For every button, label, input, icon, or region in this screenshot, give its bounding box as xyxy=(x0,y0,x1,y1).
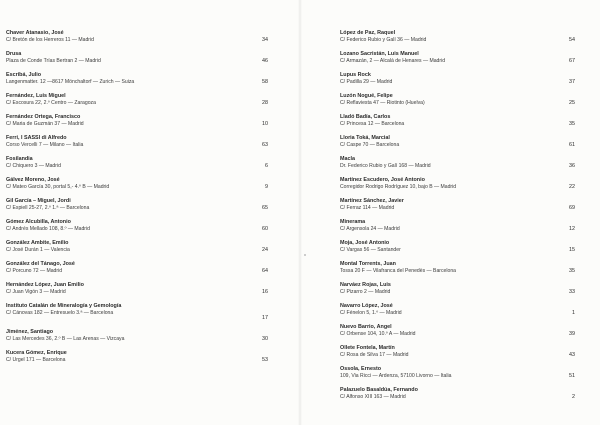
entry-reference-number: 65 xyxy=(262,205,268,211)
entry-name: Kucera Gómez, Enrique xyxy=(6,350,67,356)
entry-reference-number: 54 xyxy=(569,37,575,43)
entry-reference-number: 67 xyxy=(569,58,575,64)
directory-entry xyxy=(340,72,600,93)
directory-entry xyxy=(6,198,268,219)
entry-address: C/ Alfonso XIII 163 — Madrid xyxy=(340,394,406,400)
entry-name: Ollete Fontela, Martín xyxy=(340,345,395,351)
entry-name: Nuevo Barrio, Angel xyxy=(340,324,392,330)
entry-reference-number: 35 xyxy=(569,268,575,274)
entry-address: C/ Las Mercedes 36, 2.º B — Las Arenas — Vizcaya xyxy=(6,336,125,342)
entry-address: Corso Vercelli 7 — Milano — Italia xyxy=(6,142,84,148)
entry-name: Fosilandia xyxy=(6,156,33,162)
entry-name: Lladó Badía, Carlos xyxy=(340,114,391,120)
entry-address: C/ Ferraz 114 — Madrid xyxy=(340,205,395,211)
entry-address: C/ Vargas 56 — Santander xyxy=(340,247,401,253)
directory-entry xyxy=(6,156,268,177)
entry-name: Lupus Rock xyxy=(340,72,371,78)
entry-reference-number: 53 xyxy=(262,357,268,363)
directory-entry xyxy=(340,30,600,51)
entry-name: Fernández, Luis Miguel xyxy=(6,93,66,99)
entry-reference-number: 6 xyxy=(265,163,268,169)
entry-reference-number: 24 xyxy=(262,247,268,253)
entry-address: C/ Armazán, 2 — Alcalá de Henares — Madrid xyxy=(340,58,446,64)
entry-reference-number: 9 xyxy=(265,184,268,190)
entry-reference-number: 33 xyxy=(569,289,575,295)
directory-entry xyxy=(6,114,268,135)
entry-reference-number: 30 xyxy=(262,336,268,342)
entry-address: Corregidor Rodrigo Rodríguez 10, bajo B — Madrid xyxy=(340,184,457,190)
entry-name: Drusa xyxy=(6,51,22,57)
directory-entry xyxy=(340,156,600,177)
left-directory-list xyxy=(6,30,268,371)
entry-address: C/ Chiquero 3 — Madrid xyxy=(6,163,61,169)
entry-address: C/ José Durán 1 — Valencia xyxy=(6,247,70,253)
entry-name: Martínez Escudero, José Antonio xyxy=(340,177,425,183)
entry-reference-number: 58 xyxy=(262,79,268,85)
entry-name: Macla xyxy=(340,156,355,162)
directory-entry xyxy=(340,114,600,135)
directory-entry xyxy=(6,303,268,329)
directory-entry xyxy=(6,329,268,350)
entry-name: Fernández Ortega, Francisco xyxy=(6,114,81,120)
entry-name: Luzón Nogué, Felipe xyxy=(340,93,393,99)
entry-reference-number: 10 xyxy=(262,121,268,127)
entry-reference-number: 17 xyxy=(262,315,268,321)
entry-address: C/ Mateo García 30, portal 5,- 4.º B — Madrid xyxy=(6,184,110,190)
entry-name: Gálvez Moreno, José xyxy=(6,177,60,183)
entry-reference-number: 64 xyxy=(262,268,268,274)
entry-address: C/ Urgel 171 — Barcelona xyxy=(6,357,66,363)
entry-reference-number: 63 xyxy=(262,142,268,148)
entry-name: Gil García – Miguel, Jordi xyxy=(6,198,71,204)
directory-entry xyxy=(6,240,268,261)
entry-name: Minerama xyxy=(340,219,366,225)
entry-reference-number: 34 xyxy=(262,37,268,43)
entry-address: C/ Cánovas 182 — Entresuelo 3.ª — Barcelona xyxy=(6,310,114,316)
directory-entry xyxy=(6,135,268,156)
directory-entry xyxy=(340,261,600,282)
entry-name: Chaver Atanasio, José xyxy=(6,30,64,36)
entry-address: C/ Reflaviesta 47 — Riotinto (Huelva) xyxy=(340,100,425,106)
entry-reference-number: 25 xyxy=(569,100,575,106)
directory-entry xyxy=(340,135,600,156)
entry-address: C/ Escosura 22, 2.º Centro — Zaragoza xyxy=(6,100,96,106)
entry-reference-number: 15 xyxy=(569,247,575,253)
entry-reference-number: 60 xyxy=(262,226,268,232)
entry-address: C/ Princesa 12 — Barcelona xyxy=(340,121,405,127)
entry-name: Hernández López, Juan Emilio xyxy=(6,282,84,288)
directory-entry xyxy=(340,93,600,114)
entry-address: C/ Orbense 104, 10.º A — Madrid xyxy=(340,331,416,337)
entry-name: Ossola, Ernesto xyxy=(340,366,382,372)
entry-name: Navarro López, José xyxy=(340,303,393,309)
directory-entry xyxy=(6,72,268,93)
entry-reference-number: 35 xyxy=(569,121,575,127)
entry-reference-number: 36 xyxy=(569,163,575,169)
right-page xyxy=(300,0,600,425)
entry-address: C/ Bretón de los Herreros 11 — Madrid xyxy=(6,37,94,43)
entry-name: González Ambite, Emilio xyxy=(6,240,69,246)
entry-reference-number: 39 xyxy=(569,331,575,337)
entry-reference-number: 69 xyxy=(569,205,575,211)
directory-entry xyxy=(6,30,268,51)
entry-name: Lloria Toká, Marcial xyxy=(340,135,390,141)
directory-entry xyxy=(6,261,268,282)
entry-reference-number: 22 xyxy=(569,184,575,190)
entry-address: C/ Juan Vigón 3 — Madrid xyxy=(6,289,66,295)
entry-reference-number: 1 xyxy=(572,310,575,316)
directory-entry xyxy=(6,282,268,303)
entry-name: Jiménez, Santiago xyxy=(6,329,54,335)
entry-reference-number: 28 xyxy=(262,100,268,106)
entry-name: Moja, José Antonio xyxy=(340,240,390,246)
directory-entry xyxy=(340,51,600,72)
directory-entry xyxy=(340,198,600,219)
directory-entry xyxy=(6,219,268,240)
entry-name: Gómez Alcubilla, Antonio xyxy=(6,219,71,225)
entry-address: C/ Federico Rubio y Galí 36 — Madrid xyxy=(340,37,427,43)
entry-reference-number: 43 xyxy=(569,352,575,358)
entry-name: Montal Torrents, Juan xyxy=(340,261,396,267)
directory-entry xyxy=(340,240,600,261)
entry-name: Palazuelo Basaldúa, Fernando xyxy=(340,387,418,393)
entry-address: Langenmatter. 12 —8617 Mönchaltorf — Zurich — Suiza xyxy=(6,79,135,85)
directory-entry xyxy=(340,366,600,387)
directory-entry xyxy=(6,177,268,198)
directory-entry xyxy=(340,177,600,198)
entry-address: Tossa 20 F — Vilafranca del Penedès — Barcelona xyxy=(340,268,456,274)
right-directory-list xyxy=(340,30,600,408)
directory-entry xyxy=(340,387,600,408)
stray-dot xyxy=(304,254,306,256)
entry-name: Escribá, Julio xyxy=(6,72,42,78)
entry-name: Narváez Rojas, Luis xyxy=(340,282,391,288)
entry-reference-number: 61 xyxy=(569,142,575,148)
entry-address: C/ Rosa de Silva 17 — Madrid xyxy=(340,352,409,358)
directory-entry xyxy=(6,93,268,114)
entry-address: C/ Padilla 29 — Madrid xyxy=(340,79,393,85)
entry-reference-number: 51 xyxy=(569,373,575,379)
entry-name: Lozano Sacristán, Luis Manuel xyxy=(340,51,419,57)
entry-reference-number: 46 xyxy=(262,58,268,64)
entry-address: C/ Espiell 25-27, 2.º 1.ª — Barcelona xyxy=(6,205,90,211)
entry-address: C/ Pizarro 2 — Madrid xyxy=(340,289,391,295)
entry-address: Dr. Federico Rubio y Galí 168 — Madrid xyxy=(340,163,431,169)
entry-address: C/ Andrés Mellado 108, 8.º — Madrid xyxy=(6,226,90,232)
entry-reference-number: 12 xyxy=(569,226,575,232)
entry-address: Plaza de Conde Trías Bertran 2 — Madrid xyxy=(6,58,101,64)
directory-entry xyxy=(340,219,600,240)
entry-reference-number: 37 xyxy=(569,79,575,85)
directory-entry xyxy=(340,345,600,366)
entry-name: Instituto Catalán de Mineralogía y Gemología xyxy=(6,303,122,309)
entry-address: C/ Porcuno 72 — Madrid xyxy=(6,268,63,274)
directory-entry xyxy=(6,350,268,371)
directory-entry xyxy=(6,51,268,72)
entry-name: Martínez Sánchez, Javier xyxy=(340,198,404,204)
entry-address: C/ Caspe 70 — Barcelona xyxy=(340,142,400,148)
entry-name: López de Paz, Raquel xyxy=(340,30,396,36)
entry-name: González del Tánago, José xyxy=(6,261,75,267)
entry-name: Ferri, I SASSI di Alfredo xyxy=(6,135,67,141)
entry-reference-number: 2 xyxy=(572,394,575,400)
entry-address: C/ Fénelon 5, 1.º — Madrid xyxy=(340,310,402,316)
entry-reference-number: 16 xyxy=(262,289,268,295)
entry-address: 109, Via Ricci — Ardenza, 57100 Livorno — Italia xyxy=(340,373,452,379)
directory-entry xyxy=(340,303,600,324)
entry-address: C/ Argensola 24 — Madrid xyxy=(340,226,400,232)
directory-entry xyxy=(340,282,600,303)
entry-address: C/ Maria de Guzmán 37 — Madrid xyxy=(6,121,84,127)
directory-entry xyxy=(340,324,600,345)
